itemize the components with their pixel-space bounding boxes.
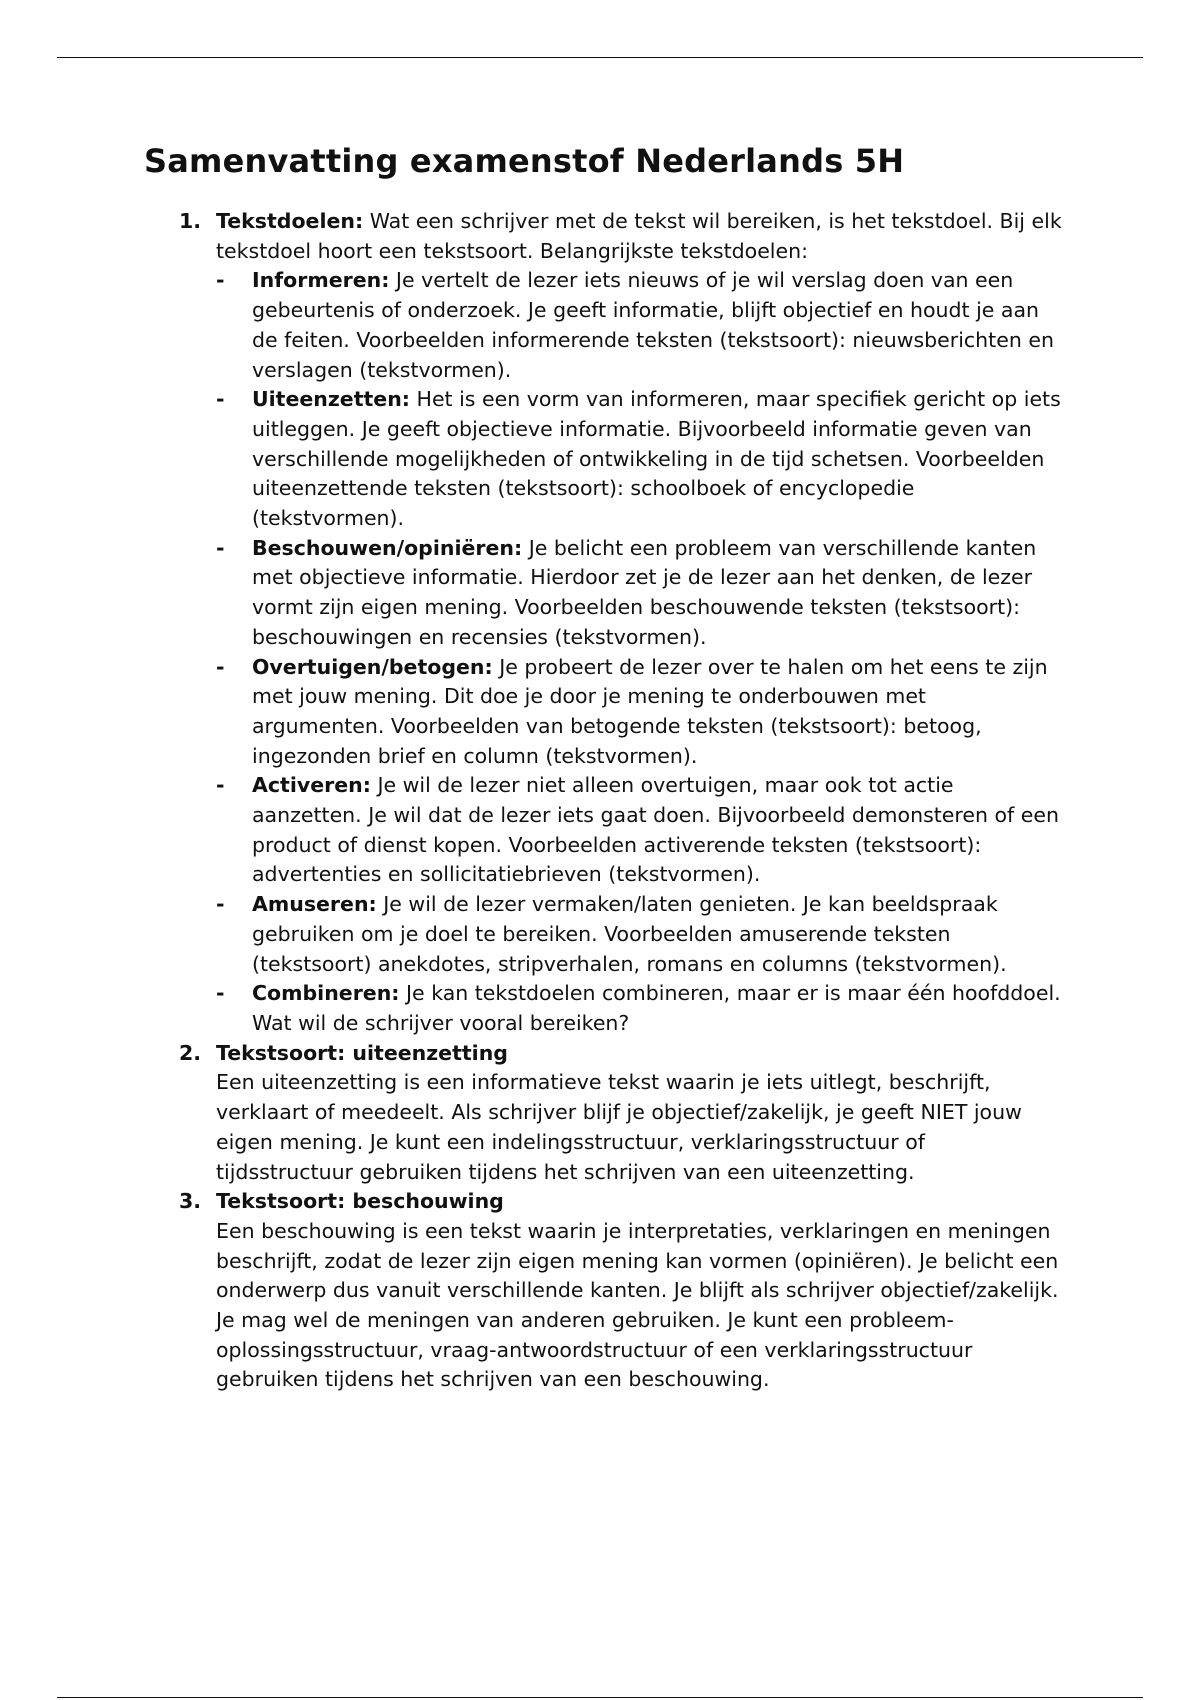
section-number: 1. <box>179 209 202 233</box>
list-item-beschouwen <box>216 534 1064 653</box>
item-text: Je belicht een probleem van verschillende kanten met objectieve informatie. Hierdoor zet je de lezer aan het denken, de lezer vormt zijn eigen mening. Voorbeelden beschouwende teksten (tekstsoort): beschouwingen en recensies (tekstvormen). <box>252 535 1037 649</box>
document-title: Samenvatting examenstof Nederlands 5H <box>144 142 905 180</box>
item-term: Informeren: <box>252 268 390 293</box>
footer-rule <box>57 1697 1143 1698</box>
section-tekstdoelen <box>144 207 1064 1039</box>
section-body: Een beschouwing is een tekst waarin je interpretaties, verklaringen en meningen beschrijft, zodat de lezer zijn eigen mening kan vormen (opiniëren). Je belicht een onderwerp dus vanuit verschillende kanten. Je blijft als schrijver objectief/zakelijk. Je mag wel de meningen van anderen gebruiken. Je kunt een probleem-oplossingsstructuur, vraag-antwoordstructuur of een verklaringsstructuur gebruiken tijdens het schrijven van een beschouwing. <box>216 1218 1059 1392</box>
list-item-combineren <box>216 979 1064 1038</box>
list-item-overtuigen <box>216 653 1064 772</box>
tekstdoelen-list <box>216 266 1064 1038</box>
item-text: Je probeert de lezer over te halen om het eens te zijn met jouw mening. Dit doe je door je mening te onderbouwen met argumenten. Voorbeelden van betogende teksten (tekstsoort): betoog, ingezonden brief en column (tekstvormen). <box>252 654 1048 768</box>
section-uiteenzetting <box>144 1039 1064 1188</box>
bullet-dash: - <box>216 387 225 412</box>
section-heading: Tekstsoort: beschouwing <box>216 1189 504 1214</box>
item-term: Overtuigen/betogen: <box>252 654 493 679</box>
list-item-activeren <box>216 771 1064 890</box>
section-heading: Tekstsoort: uiteenzetting <box>216 1040 508 1065</box>
header-rule <box>57 57 1143 58</box>
list-item-uiteenzetten <box>216 385 1064 534</box>
item-text: Je wil de lezer vermaken/laten genieten. Je kan beeldspraak gebruiken om je doel te bereiken. Voorbeelden amuserende teksten (tekstsoort) anekdotes, stripverhalen, romans en columns (tekstvormen). <box>252 892 1007 976</box>
section-number: 3. <box>179 1189 202 1214</box>
bullet-dash: - <box>216 981 225 1006</box>
item-text: Je vertelt de lezer iets nieuws of je wil verslag doen van een gebeurtenis of onderzoek. Je geeft informatie, blijft objectief en houdt je aan de feiten. Voorbeelden informerende teksten (tekstsoort): nieuwsberichten en verslagen (tekstvormen). <box>252 268 1054 382</box>
item-text: Het is een vorm van informeren, maar specifiek gericht op iets uitleggen. Je geeft objectieve informatie. Bijvoorbeeld informatie geven van verschillende mogelijkheden of ontwikkeling in de tijd schetsen. Voorbeelden uiteenzettende teksten (tekstsoort): schoolboek of encyclopedie (tekstvormen). <box>252 387 1061 531</box>
section-intro: Wat een schrijver met de tekst wil bereiken, is het tekstdoel. Bij elk tekstdoel hoort een tekstsoort. Belangrijkste tekstdoelen: <box>216 209 1062 263</box>
item-term: Amuseren: <box>252 892 377 917</box>
item-term: Uiteenzetten: <box>252 387 411 412</box>
item-text: Je kan tekstdoelen combineren, maar er is maar één hoofddoel. Wat wil de schrijver vooral bereiken? <box>252 981 1061 1035</box>
section-number: 2. <box>179 1040 202 1065</box>
list-item-amuseren <box>216 890 1064 979</box>
bullet-dash: - <box>216 268 225 293</box>
bullet-dash: - <box>216 773 225 798</box>
document-body <box>144 136 1064 1395</box>
bullet-dash: - <box>216 892 225 917</box>
section-body: Een uiteenzetting is een informatieve tekst waarin je iets uitlegt, beschrijft, verklaart of meedeelt. Als schrijver blijf je objectief/zakelijk, je geeft NIET jouw eigen mening. Je kunt een indelingsstructuur, verklaringsstructuur of tijdsstructuur gebruiken tijdens het schrijven van een uiteenzetting. <box>216 1070 1022 1184</box>
item-term: Beschouwen/opiniëren: <box>252 535 523 560</box>
section-list <box>144 207 1064 1395</box>
bullet-dash: - <box>216 535 225 560</box>
section-heading: Tekstdoelen: <box>216 209 364 233</box>
section-beschouwing <box>144 1187 1064 1395</box>
list-item-informeren <box>216 266 1064 385</box>
item-text: Je wil de lezer niet alleen overtuigen, maar ook tot actie aanzetten. Je wil dat de lezer iets gaat doen. Bijvoorbeeld demonsteren of een product of dienst kopen. Voorbeelden activerende teksten (tekstsoort): advertenties en sollicitatiebrieven (tekstvormen). <box>252 773 1059 887</box>
bullet-dash: - <box>216 654 225 679</box>
item-term: Combineren: <box>252 981 400 1006</box>
item-term: Activeren: <box>252 773 371 798</box>
